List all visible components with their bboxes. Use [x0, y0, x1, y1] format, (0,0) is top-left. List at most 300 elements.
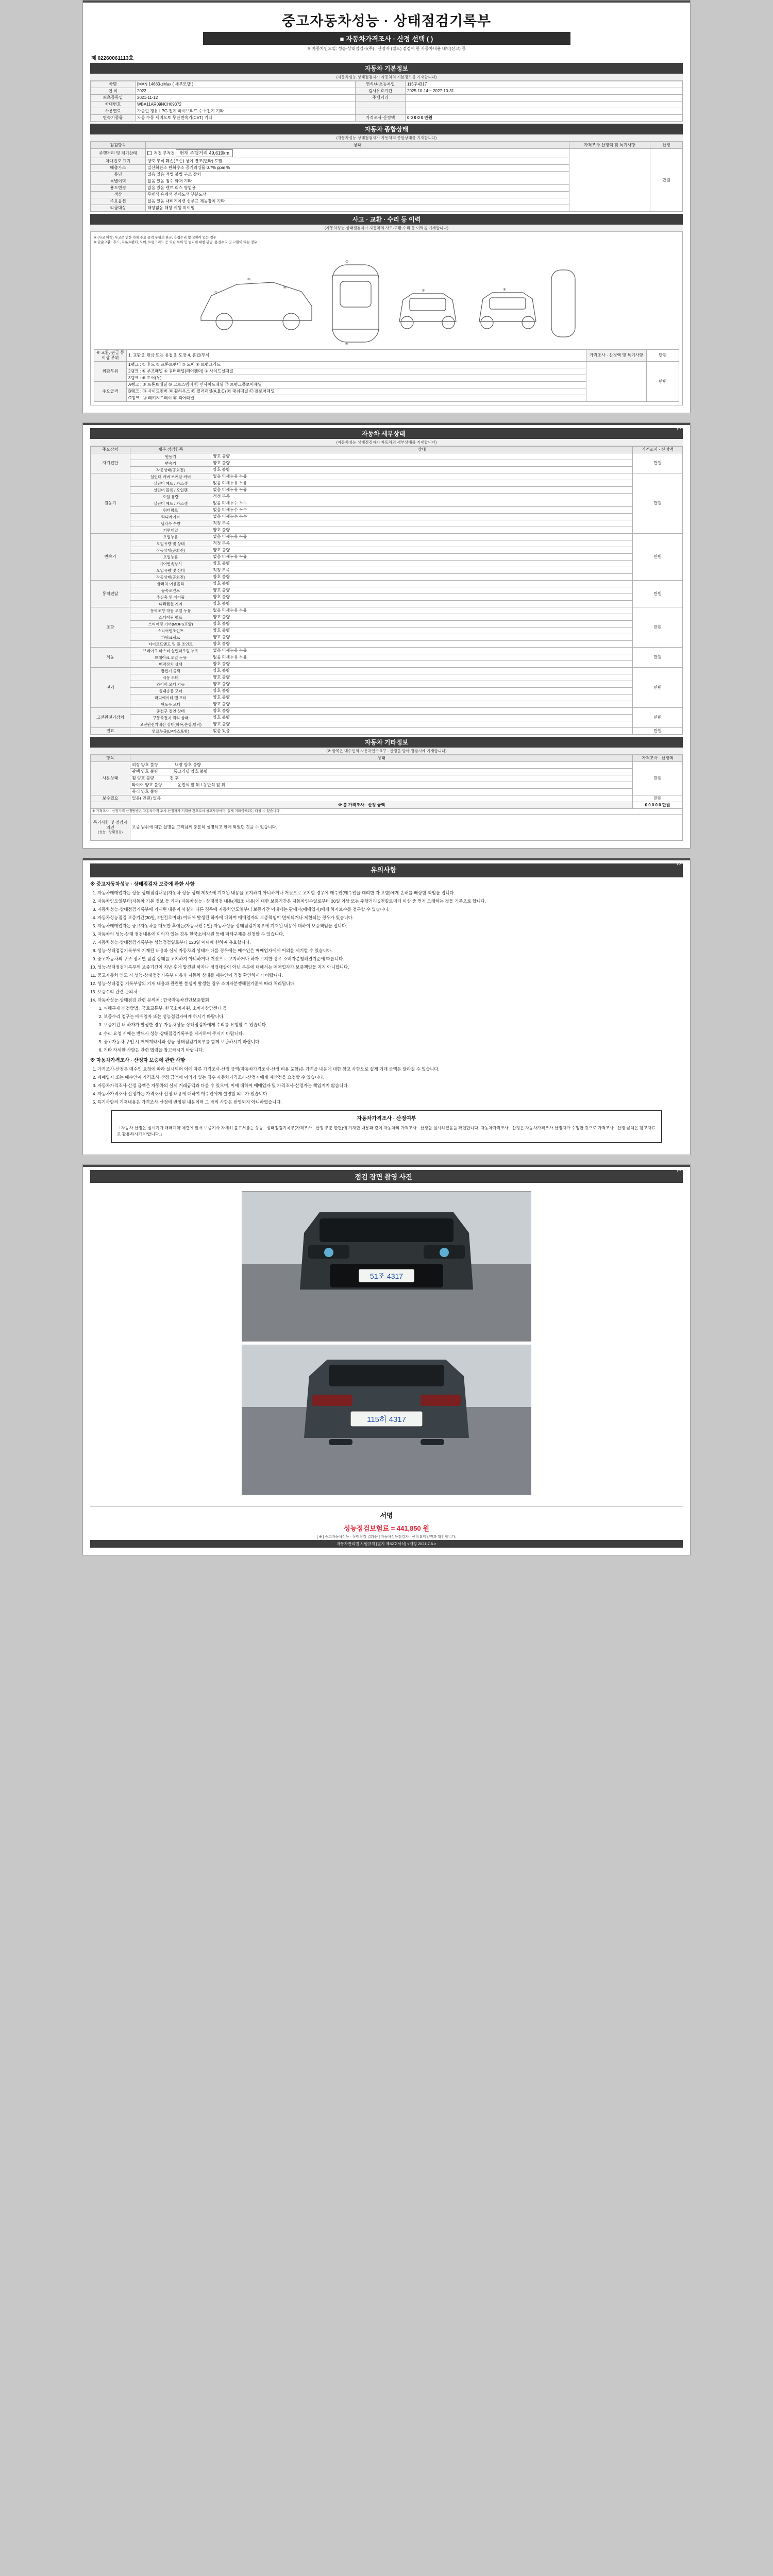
detail-item-1-5: 워터펌프 [130, 507, 211, 514]
basic-label-0: 차명 [91, 81, 136, 88]
table-row [91, 108, 683, 115]
other-repair-state: 있음( 만원) 없음 [130, 795, 633, 802]
accident-note-2: ※ 단순교환 : 후드, 프론트펜더, 도어, 트렁크리드 등 외판 부위 및 범퍼에 대한 판금, 용접수리 및 교환이 있는 경우 [94, 241, 257, 245]
list-item: 3. 자동차성능·상태점검기록부에 기재된 내용이 사실과 다른 경우에 자동차인도일부터 보증기간 이내에는 판매자(매매업자)에게 하자보수를 청구할 수 있습니다. [97, 906, 683, 913]
detail-item-1-7: 냉각수 수량 [130, 520, 211, 527]
detail-state-6-2: 양호 불량 [211, 681, 633, 688]
total-price-label: ※ 총 가격조사 · 산정 금액 [91, 802, 633, 809]
other-row-3: 타이어 양호 불량 운전석 앞 뒤 / 동반석 앞 뒤 [130, 782, 633, 789]
special-value: 보증 범위에 대한 설명을 고객님께 충분히 설명하고 판매 되었던 것을 수 있습니다. [130, 815, 683, 841]
table-row [91, 601, 683, 607]
detail-state-2-6: 양호 불량 [211, 574, 633, 581]
list-item: 14. 자동차성능·상태점검 관련 문의처 : 한국자동차진단보증협회 [97, 997, 683, 1004]
accident-remark-cell [586, 362, 647, 402]
photos-container [90, 1183, 683, 1503]
table-row [91, 594, 683, 601]
total-remark [569, 149, 650, 212]
basic-value-5: 자동 수동 세미오토 무단변속기(CVT) 기타 [136, 115, 356, 122]
rear-car-illustration [242, 1345, 531, 1495]
detail-state-1-7: 적정 부족 [211, 520, 633, 527]
detail-item-1-8: 커먼레일 [130, 527, 211, 534]
detail-state-1-0: 없음 미세누유 누유 [211, 473, 633, 480]
total-state-subnote: (자동차성능·상태점검자가 자동차의 종합상태를 기재합니다) [90, 134, 683, 142]
detail-price-8: 만원 [633, 728, 683, 735]
list-item: 11. 중고자동차 인도 시 성능·상태점검기록부 내용과 자동차 상태를 매수인이 직접 확인하시기 바랍니다. [97, 972, 683, 979]
detail-state-3-0: 양호 불량 [211, 581, 633, 587]
detail-state-4-2: 양호 불량 [211, 621, 633, 628]
detail-state-1-4: 없음 미세누수 누수 [211, 500, 633, 507]
detail-item-1-6: 라디에이터 [130, 514, 211, 520]
photo-rear-view [242, 1345, 531, 1495]
other-row-2: 휠 양호 불량 전 후 [130, 775, 633, 782]
car-schematic-svg [191, 244, 582, 347]
declaration-box [111, 1110, 662, 1143]
detail-subnote: (자동차성능·상태점검자가 자동차의 세부상태를 기재합니다) [90, 439, 683, 446]
damage-legend-table [94, 349, 679, 402]
inspection-subnote: ※ 자동차인도일: 성능·상태점검자(주) · 산정자 (별도) 점검에 한 자동차내용 내역(신고) 등 [307, 46, 466, 51]
detail-item-5-2: 배력장치 상태 [130, 661, 211, 668]
table-row [91, 721, 683, 728]
detail-group-1: 원동기 [91, 473, 130, 534]
basic-label2-3 [356, 101, 406, 108]
detail-state-7-2: 양호 불량 [211, 721, 633, 728]
total-item-8: 리콜대상 [91, 205, 146, 212]
detail-item-4-4: 파워크랭크 [130, 634, 211, 641]
table-row [91, 782, 683, 789]
table-row [91, 587, 683, 594]
notices-title: 유의사항 [90, 863, 683, 877]
accident-right-header: 가격조사 · 산정액 및 특기사항 [586, 350, 647, 362]
detail-state-1-3: 적정 부족 [211, 494, 633, 500]
total-price-value: 0 0 0 0 0 만원 [633, 802, 683, 809]
detail-state-2-0: 없음 미세누유 누유 [211, 534, 633, 540]
detail-item-6-4: 라디에이터 팬 모터 [130, 694, 211, 701]
detail-item-6-5: 윈도우 모터 [130, 701, 211, 708]
total-item-3: 튜닝 [91, 172, 146, 178]
accident-price-cell: 만원 [647, 362, 679, 402]
table-header-row [91, 142, 683, 149]
photos-footnote: [ ※ ] 중고자동차성능 · 상태점검 결과는 | 자동차성능점검자 · 산정 3 비양권과 확인합니다. [316, 1535, 457, 1539]
other-col-0: 항목 [91, 755, 130, 762]
detail-item-3-1: 등속조인트 [130, 587, 211, 594]
basic-label2-1: 검사유효기간 [356, 88, 406, 95]
detail-price-4: 만원 [633, 607, 683, 648]
detail-item-2-3: 오일누유 [130, 554, 211, 561]
total-detail-6: 무채색 유채색 전체도색 부분도색 [146, 192, 569, 198]
form-code-left: 자동차관리법 시행규칙 [별지 제82호서식] <개정 2021.7.6.> [86, 3, 206, 8]
page-title: 중고자동차성능 · 상태점검기록부 [281, 13, 492, 29]
detail-item-8-0: 연료누출(LP가스포함) [130, 728, 211, 735]
detail-state-0-1: 양호 불량 [211, 460, 633, 467]
detail-item-7-1: 구동축전지 격리 상태 [130, 715, 211, 721]
accident-subnote: (자동차성능·상태점검자가 자동차의 사고·교환·수리 등 이력을 기재합니다) [90, 225, 683, 232]
basic-value-1: 2022 [136, 88, 356, 95]
table-row [91, 534, 683, 540]
detail-item-2-5: 오일유량 및 상태 [130, 567, 211, 574]
total-detail-2: 일산화탄소 탄화수소 공기과잉률 0.7% ppm % [146, 165, 569, 172]
group-name-0: 외판부위 [94, 362, 127, 382]
detail-col-2: 상태 [211, 447, 633, 453]
detail-state-3-2: 양호 불량 [211, 594, 633, 601]
detail-item-1-0: 실린더 커버 로커암 커버 [130, 473, 211, 480]
outer-rank-2: 3랭크 : ⑧ 도어(우) [127, 375, 586, 382]
photo-front-view [242, 1191, 531, 1342]
detail-item-6-2: 와이퍼 모터 기능 [130, 681, 211, 688]
detail-state-6-5: 양호 불량 [211, 701, 633, 708]
basic-value2-5: 0 0 0 0 0 만원 [406, 115, 683, 122]
total-detail-1: 양호 부식 훼손(오손) 상이 변조(변타) 도말 [146, 158, 569, 165]
detail-group-8: 연료 [91, 728, 130, 735]
detail-item-3-2: 추진축 및 베어링 [130, 594, 211, 601]
damage-diagram [90, 232, 683, 405]
detail-col-3: 가격조사 · 산정액 [633, 447, 683, 453]
table-row [91, 694, 683, 701]
frame-rank-2: C랭크 : ⑱ 패키지트레이 ⑲ 리어패널 [127, 395, 586, 402]
detail-state-1-6: 없음 미세누수 누수 [211, 514, 633, 520]
accident-note-1: ※ (사고 이력) 사고로 인한 차체 주요 골격 부위의 판금, 용접수리 및 교환이 있는 경우 [94, 236, 216, 240]
list-item: 7. 자동차성능·상태점검기록부는 성능점검일로부터 120일 이내에 한하여 유효합니다. [97, 939, 683, 946]
other-repair-price: 만원 [633, 795, 683, 802]
list-item: 6. 자동차의 성능·상태 점검내용에 이의가 있는 경우 한국소비자원 등에 피해구제를 신청할 수 있습니다. [97, 931, 683, 938]
other-group-label: 사용상태 [91, 762, 130, 795]
basic-label2-4 [356, 108, 406, 115]
detail-state-6-0: 양호 불량 [211, 668, 633, 674]
table-row [91, 453, 683, 460]
detail-item-0-1: 변속기 [130, 460, 211, 467]
legend-title: ※ 교환, 판금 등 이상 부위 [94, 350, 127, 362]
total-col-3: 산정 [650, 142, 683, 149]
table-row [91, 634, 683, 641]
detail-price-7: 만원 [633, 708, 683, 728]
total-detail-5: 없음 있음 렌트 리스 영업용 [146, 185, 569, 192]
detail-item-2-2: 작동상태(공회전) [130, 547, 211, 554]
table-row [91, 473, 683, 480]
list-item: 4. 자동차성능점검 보증기간(30일, 2천킬로미터) 이내에 발생된 하자에 대하여 매매업자의 보증책임이 면제되거나 제한되는 경우가 있습니다. [97, 914, 683, 921]
total-item-6: 색상 [91, 192, 146, 198]
other-row-1: 광택 양호 불량 룸크리닝 양호 불량 [130, 769, 633, 775]
table-row [91, 547, 683, 554]
table-row [91, 715, 683, 721]
detail-state-4-0: 없음 미세누유 누유 [211, 607, 633, 614]
table-row [91, 607, 683, 614]
detail-item-4-3: 스티어링조인트 [130, 628, 211, 634]
other-table [90, 755, 683, 841]
svg-text:⑨: ⑨ [345, 343, 349, 347]
detail-state-4-5: 양호 불량 [211, 641, 633, 648]
notices-head-2: ※ 자동차가격조사 · 산정자 보증에 관한 사항 [90, 1057, 186, 1063]
photos-footer-dark: 자동차관리법 시행규칙 [별지 제82호서식] <개정 2021.7.6.> [90, 1540, 683, 1548]
list-item: 8. 성능·상태점검기록부에 기재된 내용과 실제 자동차의 상태가 다를 경우에는 매수인은 매매업자에게 이의를 제기할 수 있습니다. [97, 947, 683, 954]
sheet-page-2 [82, 422, 691, 849]
detail-state-5-1: 없음 미세누유 누유 [211, 654, 633, 661]
inspection-type-bar: ■ 자동차가격조사 · 산정 선택 ( ) [203, 32, 570, 45]
list-item: 1. 가격조사·산정은 매수인 요청에 따라 실시되며 이에 따른 가격조사·산정 금액(자동차가격조사·산정 비용 포함)은 가격을 내용에 대한 참고 사항으로 실제 거래 금액은 달라질 수 있습니다. [97, 1066, 683, 1073]
detail-item-2-1: 오일유량 및 상태 [130, 540, 211, 547]
other-repair-label: 보수필요 [91, 795, 130, 802]
detail-state-4-3: 양호 불량 [211, 628, 633, 634]
table-row [91, 614, 683, 621]
total-item-4: 특별이력 [91, 178, 146, 185]
list-item: 1. 자동차매매업자는 성능·상태점검내용(자동차 성능·상태 제3조에 기재된 내용을 고지하지 아니하거나 거짓으로 고지할 경우에 매수인(매수인을 대리한 자 포함)에게 손해를 배상할 책임을 집니다. [97, 890, 683, 896]
basic-info-header: 자동차 기본정보 [90, 63, 683, 74]
table-row [91, 795, 683, 802]
detail-item-1-1: 실린더 헤드 / 가스켓 [130, 480, 211, 487]
list-item: 6. 기타 자세한 사항은 관련 법령을 참고하시기 바랍니다. [104, 1047, 683, 1054]
detail-group-4: 조향 [91, 607, 130, 648]
other-subnote: (※ 항목은 매수인의 자동차인수요구 · 산정을 받아 점검시에 기재합니다) [90, 748, 683, 755]
declaration-body: 「자동차·산정은 실시기가 매매계약 체결에 앞서 보증기사 자세히 볼고서를는 상등 · 상태점검기록부(가격조사 · 산정 부분 한편)에 기재한 내용과 같이 자동차의 가격조사 · 산정을 실시하였음을 확인합니다. 자동차가격조사 · 산정은 자동차가격조사·산정자가 수행한 것으로 가격조사 · 산정 금액은 참고자료로 활용하시기 바랍니다.」 [117, 1125, 656, 1137]
table-row [91, 460, 683, 467]
notices-head-1: ※ 중고자동차성능 · 상태점검자 보증에 관한 사항 [90, 881, 195, 887]
list-item: 5. 자동차매매업자는 중고자동차를 매도한 후에는(자동차인수일) 자동차성능·상태점검기록부에 기재된 내용에 대하여 보증책임을 집니다. [97, 923, 683, 929]
list-item: 1. 피해구제 신청방법 : 국토교통부, 한국소비자원, 소비자상담센터 등 [104, 1005, 683, 1012]
total-detail-4: 없음 있음 침수 화재 기타 [146, 178, 569, 185]
table-row [91, 681, 683, 688]
notices-list-1 [97, 890, 683, 1004]
detail-item-3-3: 디퍼렌셜 기어 [130, 601, 211, 607]
detail-item-7-0: 충전구 절연 상태 [130, 708, 211, 715]
table-row [94, 362, 679, 368]
document-number: 제 02260061113호 [91, 56, 134, 61]
detail-state-1-8: 양호 불량 [211, 527, 633, 534]
table-row [91, 554, 683, 561]
total-detail-8: 해당없음 해당 이행 미이행 [146, 205, 569, 212]
table-row [94, 350, 679, 362]
group-name-1: 주요골격 [94, 382, 127, 402]
table-row [91, 561, 683, 567]
front-car-illustration [242, 1192, 531, 1341]
detail-state-2-1: 적정 부족 [211, 540, 633, 547]
list-item: 4. 수리 요청 시에는 반드시 성능·상태점검기록부를 제시하여 주시기 바랍니다. [104, 1030, 683, 1037]
list-item: 12. 성능·상태점검 기록부상의 기재 내용과 관련한 분쟁이 발생한 경우 소비자분쟁해결기준에 따라 처리됩니다. [97, 980, 683, 987]
basic-label2-5: 가격조사·산정액 [356, 115, 406, 122]
basic-value-2: 2021-11-12 [136, 95, 356, 101]
detail-state-1-5: 없음 미세누수 누수 [211, 507, 633, 514]
table-row [91, 487, 683, 494]
total-col-1: 상태 [146, 142, 569, 149]
detail-item-2-6: 작동상태(공회전) [130, 574, 211, 581]
list-item: 3. 보증기간 내 하자가 발생한 경우 자동차성능·상태점검자에게 수리를 요청할 수 있습니다. [104, 1022, 683, 1028]
table-row [91, 467, 683, 473]
other-col-1: 상태 [130, 755, 633, 762]
plate-rear-text: 115허 4317 [367, 1415, 406, 1424]
total-item-5: 용도변경 [91, 185, 146, 192]
total-price: 만원 [650, 149, 683, 212]
list-item: 10. 성능·상태점검기록부의 보증기간이 지난 후에 발견된 하자나 점검대상이 아닌 부분에 대해서는 매매업자가 보증책임을 지지 아니합니다. [97, 964, 683, 971]
frame-rank-0: A랭크 : ⑨ 프론트패널 ⑩ 크로스멤버 ⑪ 인사이드패널 ⑫ 트렁크플로어패널 [127, 382, 586, 388]
detail-item-0-0: 원동기 [130, 453, 211, 460]
total-item-1: 차대번호 표기 [91, 158, 146, 165]
other-header: 자동차 기타정보 [90, 737, 683, 748]
detail-state-5-2: 양호 불량 [211, 661, 633, 668]
total-item-7: 주요옵션 [91, 198, 146, 205]
table-row [91, 641, 683, 648]
table-row [91, 520, 683, 527]
table-row [91, 775, 683, 782]
list-item: 13. 보증수리 관련 문의처 : [97, 989, 683, 995]
detail-item-1-3: 오일 유량 [130, 494, 211, 500]
detail-state-2-3: 없음 미세누유 누유 [211, 554, 633, 561]
table-row [91, 674, 683, 681]
detail-item-2-4: 기어변속장치 [130, 561, 211, 567]
table-row [91, 654, 683, 661]
special-label: 특기사항 및 점검자의견 (성능 · 상태점검) [91, 815, 130, 841]
table-row [91, 507, 683, 514]
detail-group-3: 동력전달 [91, 581, 130, 607]
detail-price-1: 만원 [633, 473, 683, 534]
table-row [91, 648, 683, 654]
detail-state-5-0: 없음 미세누유 누유 [211, 648, 633, 654]
detail-state-3-1: 양호 불량 [211, 587, 633, 594]
accident-header: 사고 · 교환 · 수리 등 이력 [90, 214, 683, 225]
basic-label-4: 사용연료 [91, 108, 136, 115]
total-detail-3: 없음 있음 적법 불법 구조 장치 [146, 172, 569, 178]
total-col-0: 점검항목 [91, 142, 146, 149]
detail-state-2-5: 적정 부족 [211, 567, 633, 574]
detail-item-7-2: 고전원전기배선 상태(피복,손상,탈락) [130, 721, 211, 728]
detail-item-4-0: 동력조향 작동 오일 누유 [130, 607, 211, 614]
signature-label: 서명 [90, 1506, 683, 1521]
detail-table [90, 446, 683, 735]
detail-state-6-3: 양호 불량 [211, 688, 633, 694]
total-item-0: 주행거리 및 계기상태 [91, 149, 146, 158]
sheet-page-4 [82, 1164, 691, 1555]
detail-state-1-1: 없음 미세누유 누유 [211, 480, 633, 487]
detail-item-4-5: 타이로드엔드 및 볼 조인트 [130, 641, 211, 648]
detail-group-2: 변속기 [91, 534, 130, 581]
table-row [91, 708, 683, 715]
basic-info-subnote: (자동차성능·상태점검자가 자동차의 기본정보를 기재합니다) [90, 74, 683, 81]
table-row [91, 815, 683, 841]
svg-text:⑥: ⑥ [283, 286, 287, 290]
table-row [91, 628, 683, 634]
declaration-title: 자동차가격조사 · 산정여부 [357, 1116, 416, 1122]
basic-label-5: 변속기종류 [91, 115, 136, 122]
list-item: 5. 특기사항의 기재내용은 가격조사·산정에 반영된 내용이며 그 밖의 사항은 반영되지 아니하였습니다. [97, 1099, 683, 1106]
basic-value2-3 [406, 101, 683, 108]
detail-col-0: 주요장치 [91, 447, 130, 453]
basic-value2-1: 2025-10-14 ~ 2027-10-31 [406, 88, 683, 95]
detail-state-0-2: 양호 불량 [211, 467, 633, 473]
outer-rank-0: 1랭크 : ① 후드 ② 프론트펜더 ③ 도어 ④ 트렁크리드 [127, 362, 586, 368]
total-col-2: 가격조사·산정액 및 특기사항 [569, 142, 650, 149]
basic-value-4: 가솔린 경유 LPG 전기 하이브리드 수소전기 기타 [136, 108, 356, 115]
detail-item-6-0: 발전기 출력 [130, 668, 211, 674]
page-number-right-4: (3쪽) [677, 1166, 687, 1172]
list-item: 5. 중고자동차 구입 시 매매계약서와 성능·상태점검기록부를 함께 보관하시기 바랍니다. [104, 1039, 683, 1045]
basic-label-2: 최초등록일 [91, 95, 136, 101]
list-item: 3. 자동차가격조사·산정 금액은 자동차의 실제 거래금액과 다를 수 있으며, 이에 대하여 매매업자 및 가격조사·산정자는 책임지지 않습니다. [97, 1082, 683, 1089]
detail-state-8-0: 없음 있음 [211, 728, 633, 735]
list-item: 2. 매매업자 또는 매수인이 가격조사·산정 금액에 이의가 있는 경우 자동차가격조사·산정자에게 재산정을 요청할 수 있습니다. [97, 1074, 683, 1081]
accident-right-value: 만원 [647, 350, 679, 362]
table-row [91, 95, 683, 101]
total-state-table [90, 142, 683, 212]
notices-list-2 [97, 1066, 683, 1106]
table-row [91, 661, 683, 668]
other-price-cell: 만원 [633, 762, 683, 795]
table-row [91, 88, 683, 95]
basic-label2-0: 연식/최초등록일 [356, 81, 406, 88]
other-row-4: 유리 양호 불량 [130, 789, 633, 795]
legend-marks: 1. 교환 2. 판금 또는 용접 3. 도장 4. 흠집/부식 [127, 350, 586, 362]
detail-state-0-0: 양호 불량 [211, 453, 633, 460]
detail-item-6-1: 시동 모터 [130, 674, 211, 681]
page-number-right-3: (3쪽) [677, 860, 687, 866]
table-header-row [91, 755, 683, 762]
total-detail-0: 적정 부적정 현재 주행거리 49,619km [146, 149, 569, 158]
basic-value-0: [MAN 14683-zMax ( 세부모델 ) [136, 81, 356, 88]
detail-price-3: 만원 [633, 581, 683, 607]
sheet-page-1 [82, 0, 691, 413]
detail-item-5-0: 브레이크 마스터 실린더오일 누유 [130, 648, 211, 654]
svg-text:②: ② [345, 260, 349, 264]
mileage-value: 현재 주행거리 49,619km [176, 149, 233, 157]
detail-state-2-2: 양호 불량 [211, 547, 633, 554]
price-note: ※ 가격조사 · 산정가격 산정방법은 자동차가격 조사·산정자가 기재한 것으로서 참고사항이며, 실제 거래금액과는 다를 수 있습니다. [91, 809, 683, 815]
table-row [91, 621, 683, 628]
svg-text:①: ① [214, 291, 218, 295]
photos-header: 점검 장면 촬영 사진 [90, 1170, 683, 1183]
detail-price-2: 만원 [633, 534, 683, 581]
table-row [91, 101, 683, 108]
outer-rank-1: 2랭크 : ⑤ 루프패널 ⑥ 쿼터패널(리어펜더) ⑦ 사이드실패널 [127, 368, 586, 375]
detail-item-4-2: 스티어링 기어(MDPS포함) [130, 621, 211, 628]
detail-header: 자동차 세부상태 [90, 428, 683, 439]
detail-state-7-0: 양호 불량 [211, 708, 633, 715]
detail-item-3-0: 클러치 어셈블리 [130, 581, 211, 587]
svg-text:③: ③ [422, 289, 425, 293]
checkbox-icon[interactable] [147, 151, 152, 155]
detail-group-6: 전기 [91, 668, 130, 708]
sheet-page-3 [82, 858, 691, 1155]
svg-text:④: ④ [503, 288, 507, 292]
list-item: 4. 자동차가격조사·산정자는 가격조사·산정 내용에 대하여 매수인에게 설명할 의무가 있습니다. [97, 1091, 683, 1097]
table-row [91, 789, 683, 795]
total-detail-7: 없음 있음 내비게이션 선루프 제동장치 기타 [146, 198, 569, 205]
table-row [91, 480, 683, 487]
table-row [91, 527, 683, 534]
detail-item-1-2: 실린더 블록 / 오일팬 [130, 487, 211, 494]
table-row [91, 494, 683, 500]
detail-state-6-1: 양호 불량 [211, 674, 633, 681]
insurance-fee: 성능점검보험료 = 441,850 원 [344, 1524, 429, 1532]
detail-item-4-1: 스티어링 펌프 [130, 614, 211, 621]
table-row [91, 581, 683, 587]
detail-item-0-2: 작동상태(공회전) [130, 467, 211, 473]
list-item: 9. 중고자동차의 구조·장치별 점검·상태를 고지하지 아니하거나 거짓으로 고지하거나 하자 고지한 경우 소비자분쟁해결기준에 따릅니다. [97, 956, 683, 962]
total-item-2: 배출가스 [91, 165, 146, 172]
table-row [91, 540, 683, 547]
table-row [91, 514, 683, 520]
notices-sublist [104, 1005, 683, 1053]
table-header-row [91, 447, 683, 453]
list-item: 2. 보증수리 청구는 매매업자 또는 성능점검자에게 하시기 바랍니다. [104, 1013, 683, 1020]
basic-label2-2: 주행거리 [356, 95, 406, 101]
list-item: 2. 자동차인도일부터(자동차 기본 정보 등 기재) 자동차성능 · 상태점검 내용(제3조 내용)에 대한 보증기간은 자동차인수일로부터 30일 이상 또는 주행거리 2천킬로미터 이상 중 먼저 도래하는 것을 기준으로 합니다. [97, 898, 683, 905]
table-row [91, 701, 683, 708]
table-row [91, 81, 683, 88]
other-row-0: 외장 양호 불량 내장 양호 불량 [130, 762, 633, 769]
detail-item-5-1: 브레이크 오일 누유 [130, 654, 211, 661]
page-number-right-2: (3쪽) [677, 425, 687, 431]
table-row [91, 668, 683, 674]
basic-label-3: 차대번호 [91, 101, 136, 108]
detail-state-2-4: 양호 불량 [211, 561, 633, 567]
table-row [91, 149, 683, 158]
detail-group-5: 제동 [91, 648, 130, 668]
detail-group-0: 자기진단 [91, 453, 130, 473]
